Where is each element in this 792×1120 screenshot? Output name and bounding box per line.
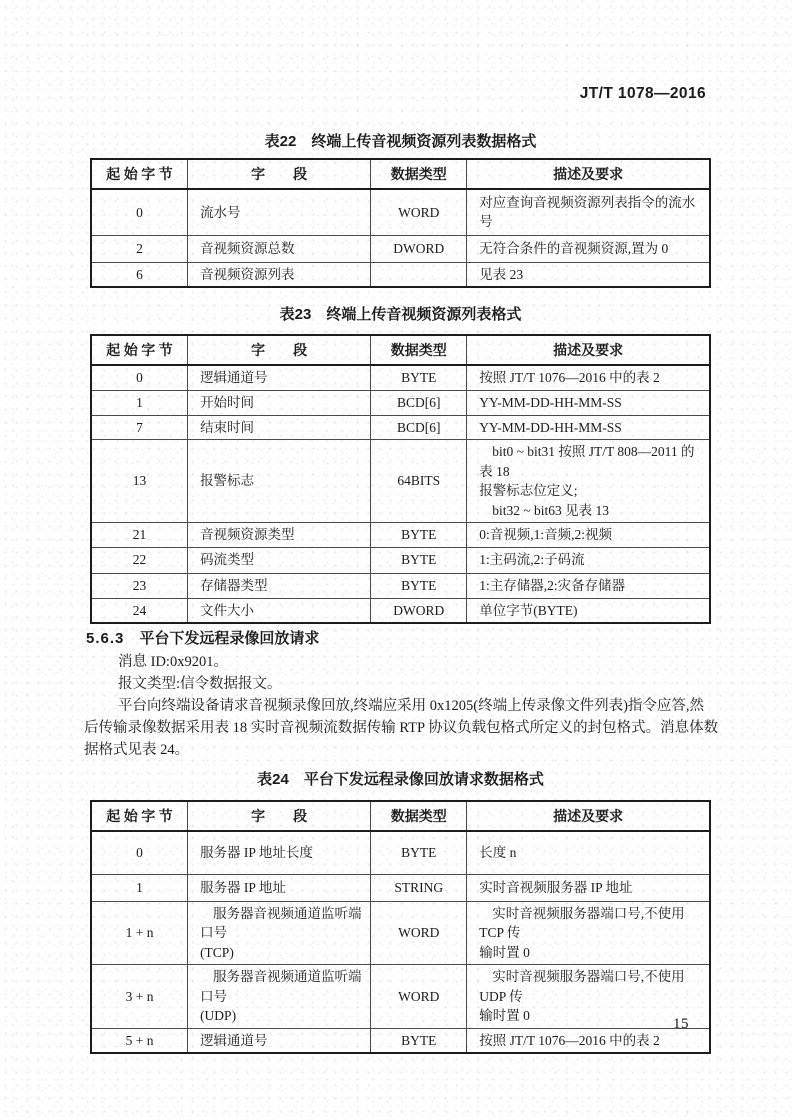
table-cell bbox=[467, 390, 710, 415]
table-cell bbox=[91, 1028, 188, 1053]
column-header: 数据类型 bbox=[371, 335, 467, 365]
cell-line: bit32 ~ bit63 见表 13 bbox=[492, 502, 610, 518]
cell-line: YY-MM-DD-HH-MM-SS bbox=[479, 394, 622, 410]
paragraph-line: 平台向终端设备请求音视频录像回放,终端应采用 0x1205(终端上传录像文件列表)指令应答,然 bbox=[118, 698, 705, 714]
table-cell bbox=[371, 390, 467, 415]
table23 bbox=[90, 334, 711, 624]
cell-line: 流水号 bbox=[200, 204, 241, 220]
table-header-row bbox=[91, 335, 710, 365]
column-header: 字 段 bbox=[188, 335, 371, 365]
body-paragraphs bbox=[84, 651, 719, 761]
table-header-row bbox=[91, 159, 710, 189]
cell-line: 0:音视频,1:音频,2:视频 bbox=[479, 527, 612, 542]
cell-line: 按照 JT/T 1076—2016 中的表 2 bbox=[479, 370, 660, 385]
table-cell bbox=[91, 189, 188, 235]
cell-line: BYTE bbox=[401, 370, 437, 385]
cell-line: BYTE bbox=[401, 577, 437, 593]
cell-line: 1 bbox=[136, 394, 143, 410]
cell-line: 码流类型 bbox=[200, 552, 255, 568]
standard-number-header: JT/T 1078—2016 bbox=[579, 85, 706, 102]
cell-line: DWORD bbox=[393, 240, 445, 256]
table-cell bbox=[371, 901, 467, 965]
table-cell bbox=[467, 365, 710, 390]
cell-line: BYTE bbox=[401, 1032, 437, 1048]
cell-line: 0 bbox=[136, 845, 143, 860]
cell-line: 21 bbox=[132, 527, 147, 542]
cell-line: 64BITS bbox=[397, 473, 441, 489]
table-cell bbox=[467, 901, 710, 965]
column-header: 描述及要求 bbox=[467, 801, 710, 831]
column-header: 字 段 bbox=[188, 801, 371, 831]
table-cell bbox=[188, 189, 371, 235]
table-cell bbox=[371, 598, 467, 623]
table-cell bbox=[371, 415, 467, 440]
cell-line: 0 bbox=[136, 204, 143, 220]
table-cell bbox=[371, 523, 467, 548]
cell-line: 24 bbox=[132, 602, 147, 618]
paragraph-line: 据格式见表 24。 bbox=[84, 742, 190, 758]
table-cell bbox=[371, 1028, 467, 1053]
cell-line: 实时音视频服务器 IP 地址 bbox=[479, 879, 633, 895]
paragraph-line: 后传输录像数据采用表 18 实时音视频流数据传输 RTP 协议负载包格式所定义的封包格式。消息体数 bbox=[84, 720, 719, 736]
cell-line: 7 bbox=[136, 419, 143, 435]
cell-line: 3 + n bbox=[125, 988, 154, 1004]
table-cell bbox=[371, 235, 467, 262]
column-header: 起 始 字 节 bbox=[91, 801, 188, 831]
table-row bbox=[91, 262, 710, 287]
table-cell bbox=[188, 831, 371, 874]
cell-line: 单位字节(BYTE) bbox=[479, 602, 578, 618]
cell-line: 按照 JT/T 1076—2016 中的表 2 bbox=[479, 1032, 660, 1048]
table-cell bbox=[371, 547, 467, 573]
cell-line: 服务器 IP 地址 bbox=[200, 879, 286, 895]
cell-line: 23 bbox=[132, 577, 147, 593]
cell-line: 0 bbox=[136, 370, 143, 385]
table-row bbox=[91, 365, 710, 390]
cell-line: 报警标志位定义; bbox=[479, 483, 578, 498]
table-cell bbox=[91, 965, 188, 1029]
table-cell bbox=[371, 189, 467, 235]
paragraph-line: 消息 ID:0x9201。 bbox=[118, 654, 228, 670]
cell-line: 开始时间 bbox=[200, 394, 255, 410]
table23-title: 表23 终端上传音视频资源列表格式 bbox=[279, 306, 522, 323]
table24 bbox=[90, 800, 711, 1054]
table-cell bbox=[371, 440, 467, 523]
cell-line: BYTE bbox=[401, 552, 437, 568]
section-heading-title: 平台下发远程录像回放请求 bbox=[139, 630, 320, 647]
table-row bbox=[91, 573, 710, 598]
column-header: 描述及要求 bbox=[467, 159, 710, 189]
cell-line: 1 + n bbox=[125, 925, 154, 940]
table-cell bbox=[91, 523, 188, 548]
table-row bbox=[91, 1028, 710, 1053]
table-row bbox=[91, 874, 710, 901]
cell-line: BYTE bbox=[401, 527, 437, 542]
cell-line: 2 bbox=[136, 240, 143, 256]
table-row bbox=[91, 547, 710, 573]
table-cell bbox=[91, 415, 188, 440]
cell-line: YY-MM-DD-HH-MM-SS bbox=[479, 419, 622, 435]
page-number: 15 bbox=[673, 1016, 689, 1032]
table22-title: 表22 终端上传音视频资源列表数据格式 bbox=[264, 133, 537, 150]
cell-line: 实时音视频服务器端口号,不使用 TCP 传 bbox=[479, 905, 685, 940]
table-cell bbox=[188, 390, 371, 415]
cell-line: 逻辑通道号 bbox=[200, 1032, 268, 1048]
table-cell bbox=[188, 523, 371, 548]
table-cell bbox=[371, 965, 467, 1029]
table22 bbox=[90, 158, 711, 288]
table-cell bbox=[188, 901, 371, 965]
table-row bbox=[91, 901, 710, 965]
table-cell bbox=[91, 262, 188, 287]
cell-line: 服务器 IP 地址长度 bbox=[200, 845, 313, 860]
table-cell bbox=[91, 874, 188, 901]
paragraph-line: 报文类型:信令数据报文。 bbox=[118, 676, 282, 692]
cell-line: bit0 ~ bit31 按照 JT/T 808—2011 的表 18 bbox=[479, 444, 695, 479]
table-cell bbox=[91, 390, 188, 415]
table-cell bbox=[371, 573, 467, 598]
table-cell bbox=[188, 1028, 371, 1053]
table-cell bbox=[188, 547, 371, 573]
table-cell bbox=[371, 262, 467, 287]
cell-line: 13 bbox=[132, 473, 147, 489]
cell-line: WORD bbox=[398, 988, 440, 1004]
table-cell bbox=[188, 573, 371, 598]
cell-line: 实时音视频服务器端口号,不使用 UDP 传 bbox=[479, 969, 685, 1004]
table-row bbox=[91, 598, 710, 623]
table-cell bbox=[467, 440, 710, 523]
table-cell bbox=[467, 189, 710, 235]
table-row bbox=[91, 390, 710, 415]
table-cell bbox=[467, 831, 710, 874]
cell-line: 1:主存储器,2:灾备存储器 bbox=[479, 577, 626, 593]
table24-title: 表24 平台下发远程录像回放请求数据格式 bbox=[257, 771, 544, 788]
table-cell bbox=[467, 547, 710, 573]
table-row bbox=[91, 831, 710, 874]
table-cell bbox=[188, 965, 371, 1029]
table-row bbox=[91, 523, 710, 548]
table-cell bbox=[91, 831, 188, 874]
column-header: 起 始 字 节 bbox=[91, 159, 188, 189]
cell-line: 音视频资源类型 bbox=[200, 527, 295, 542]
table-cell bbox=[188, 440, 371, 523]
cell-line: BCD[6] bbox=[397, 394, 441, 410]
cell-line: 对应查询音视频资源列表指令的流水号 bbox=[479, 194, 696, 230]
table-cell bbox=[91, 235, 188, 262]
table-cell bbox=[467, 415, 710, 440]
cell-line: 结束时间 bbox=[200, 419, 255, 435]
column-header: 数据类型 bbox=[371, 159, 467, 189]
cell-line: 6 bbox=[136, 266, 143, 282]
table-cell bbox=[188, 235, 371, 262]
section-heading bbox=[86, 627, 319, 648]
table-cell bbox=[188, 874, 371, 901]
cell-line: 无符合条件的音视频资源,置为 0 bbox=[479, 240, 669, 256]
section-number: 5.6.3 bbox=[86, 630, 125, 647]
cell-line: 长度 n bbox=[479, 845, 517, 860]
table-cell bbox=[467, 573, 710, 598]
column-header: 起 始 字 节 bbox=[91, 335, 188, 365]
table-row bbox=[91, 415, 710, 440]
cell-line: 5 + n bbox=[125, 1032, 154, 1048]
table-cell bbox=[91, 440, 188, 523]
cell-line: 22 bbox=[132, 552, 147, 568]
table-cell bbox=[467, 262, 710, 287]
table-cell bbox=[188, 365, 371, 390]
table-cell bbox=[467, 523, 710, 548]
cell-line: 存储器类型 bbox=[200, 577, 268, 593]
cell-line: 输时置 0 bbox=[479, 1008, 530, 1023]
table-row bbox=[91, 965, 710, 1029]
cell-line: 音视频资源总数 bbox=[200, 240, 295, 256]
table-cell bbox=[467, 874, 710, 901]
column-header: 描述及要求 bbox=[467, 335, 710, 365]
table-cell bbox=[91, 547, 188, 573]
cell-line: 服务器音视频通道监听端口号 bbox=[200, 969, 362, 1004]
cell-line: 文件大小 bbox=[200, 602, 255, 618]
column-header: 数据类型 bbox=[371, 801, 467, 831]
cell-line: 输时置 0 bbox=[479, 944, 530, 960]
cell-line: DWORD bbox=[393, 602, 445, 618]
table-cell bbox=[91, 365, 188, 390]
cell-line: (TCP) bbox=[200, 944, 234, 960]
table-cell bbox=[188, 415, 371, 440]
table-cell bbox=[188, 598, 371, 623]
cell-line: 服务器音视频通道监听端口号 bbox=[200, 905, 362, 940]
table-header-row bbox=[91, 801, 710, 831]
table-cell bbox=[467, 235, 710, 262]
cell-line: 逻辑通道号 bbox=[200, 370, 268, 385]
cell-line: WORD bbox=[398, 204, 440, 220]
cell-line: BYTE bbox=[401, 845, 437, 860]
table-cell bbox=[91, 901, 188, 965]
cell-line: WORD bbox=[398, 925, 440, 940]
cell-line: 1 bbox=[136, 879, 143, 895]
table-cell bbox=[91, 598, 188, 623]
cell-line: BCD[6] bbox=[397, 419, 441, 435]
cell-line: (UDP) bbox=[200, 1008, 237, 1023]
table-row bbox=[91, 235, 710, 262]
cell-line: 见表 23 bbox=[479, 266, 524, 282]
table-cell bbox=[371, 874, 467, 901]
cell-line: 报警标志 bbox=[200, 473, 255, 489]
table-cell bbox=[91, 573, 188, 598]
table-cell bbox=[371, 365, 467, 390]
column-header: 字 段 bbox=[188, 159, 371, 189]
table-row bbox=[91, 440, 710, 523]
table-cell bbox=[371, 831, 467, 874]
table-cell bbox=[467, 598, 710, 623]
cell-line: 1:主码流,2:子码流 bbox=[479, 552, 585, 568]
table-row bbox=[91, 189, 710, 235]
table-cell bbox=[188, 262, 371, 287]
cell-line: STRING bbox=[394, 879, 444, 895]
cell-line: 音视频资源列表 bbox=[200, 266, 295, 282]
